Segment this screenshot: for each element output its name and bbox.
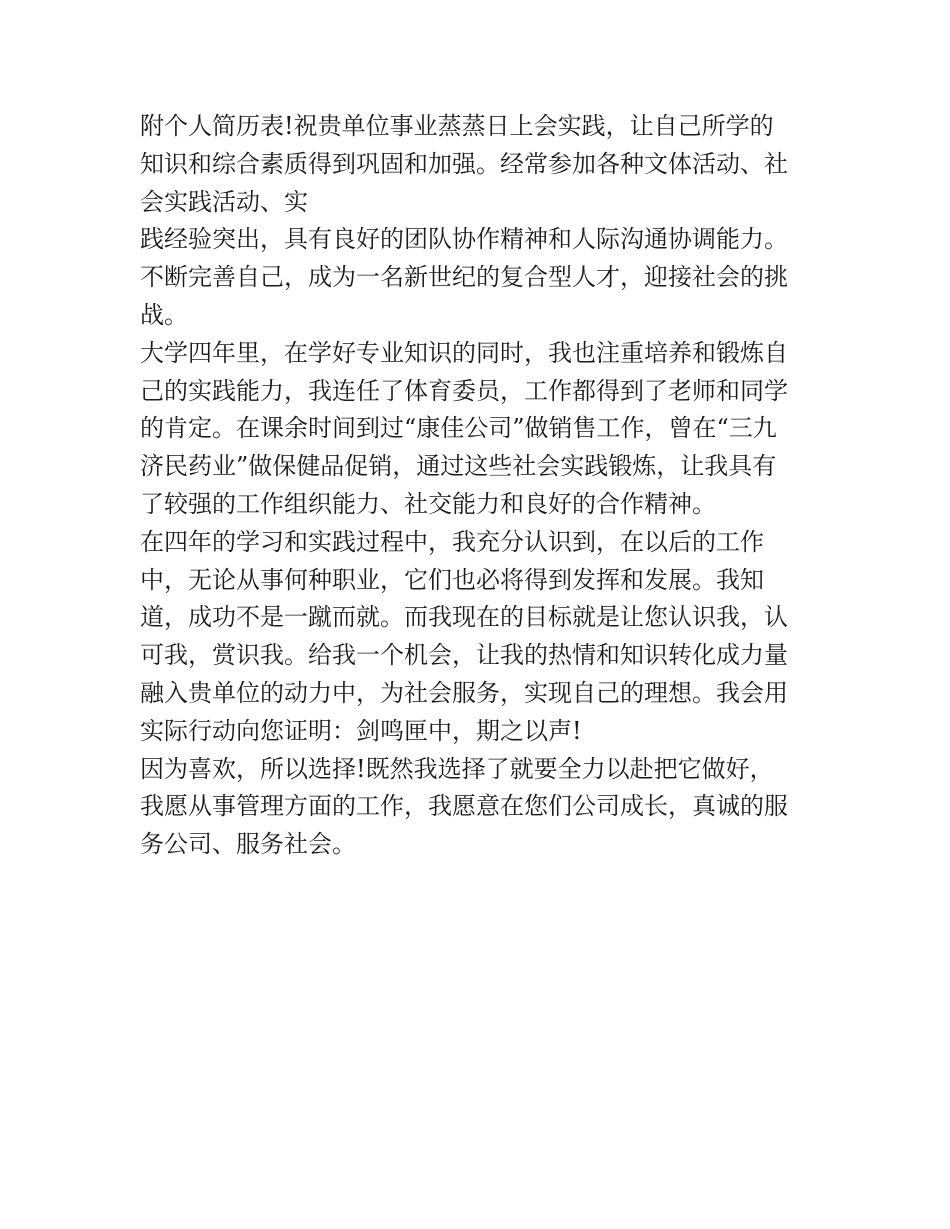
text-line: 中，无论从事何种职业，它们也必将得到发挥和发展。我知 (140, 565, 764, 594)
text-line: 我愿从事管理方面的工作，我愿意在您们公司成长，真诚的服 (140, 792, 788, 821)
text-line: 附个人简历表!祝贵单位事业蒸蒸日上会实践，让自己所学的 (140, 112, 774, 140)
text-line: 己的实践能力，我连任了体育委员，工作都得到了老师和同学 (140, 376, 788, 405)
text-line: 融入贵单位的动力中，为社会服务，实现自己的理想。我会用 (140, 678, 788, 707)
text-line: 实际行动向您证明：剑鸣匣中，期之以声! (140, 716, 582, 745)
text-line: 会实践活动、实 (140, 187, 308, 216)
text-line: 道，成功不是一蹴而就。而我现在的目标就是让您认识我，认 (140, 603, 788, 632)
text-line: 务公司、服务社会。 (140, 830, 356, 859)
document-body (140, 108, 830, 864)
text-line: 了较强的工作组织能力、社交能力和良好的合作精神。 (140, 489, 716, 518)
text-line: 济民药业”做保健品促销，通过这些社会实践锻炼，让我具有 (140, 452, 777, 481)
text-line: 因为喜欢，所以选择!既然我选择了就要全力以赴把它做好， (140, 754, 774, 783)
text-line: 可我，赏识我。给我一个机会，让我的热情和知识转化成力量 (140, 641, 788, 670)
text-line: 战。 (140, 300, 188, 329)
text-line: 知识和综合素质得到巩固和加强。经常参加各种文体活动、社 (140, 149, 788, 178)
text-line: 不断完善自己，成为一名新世纪的复合型人才，迎接社会的挑 (140, 263, 788, 292)
text-line: 的肯定。在课余时间到过“康佳公司”做销售工作，曾在“三九 (140, 414, 777, 443)
text-line: 大学四年里，在学好专业知识的同时，我也注重培养和锻炼自 (140, 338, 788, 367)
text-line: 在四年的学习和实践过程中，我充分认识到，在以后的工作 (140, 527, 764, 556)
text-line: 践经验突出，具有良好的团队协作精神和人际沟通协调能力。 (140, 225, 788, 254)
